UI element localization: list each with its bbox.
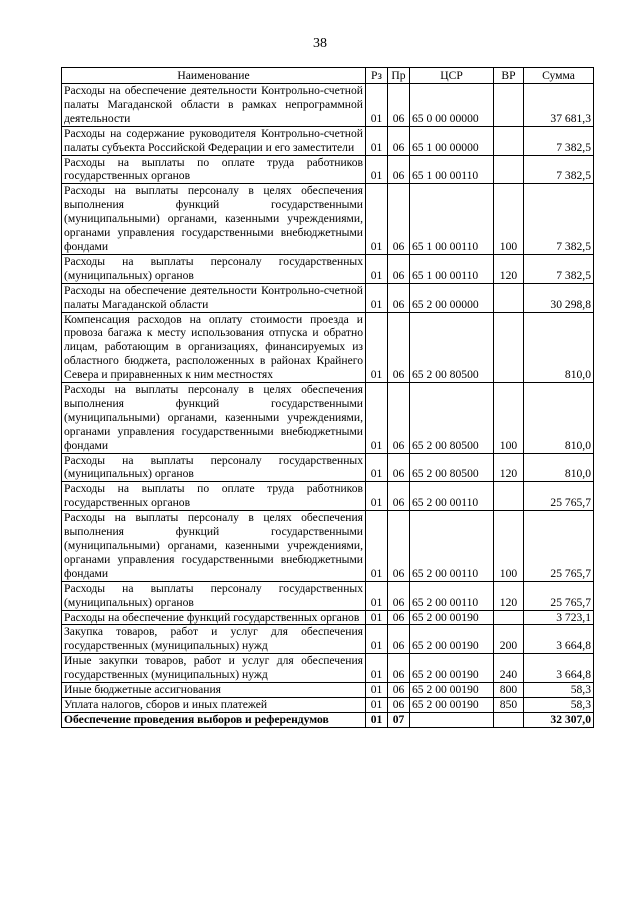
row-sum: 7 382,5 (524, 155, 594, 184)
row-vr (494, 482, 524, 511)
row-name: Расходы на обеспечение функций государственных органов (62, 610, 366, 625)
row-csr: 65 2 00 00190 (410, 610, 494, 625)
row-name: Расходы на выплаты по оплате труда работников государственных органов (62, 155, 366, 184)
row-rz: 01 (366, 126, 388, 155)
row-sum: 32 307,0 (524, 712, 594, 727)
row-rz: 01 (366, 581, 388, 610)
row-rz: 01 (366, 453, 388, 482)
row-vr (494, 610, 524, 625)
row-rz: 01 (366, 697, 388, 712)
row-name: Расходы на обеспечение деятельности Контрольно-счетной палаты Магаданской области (62, 283, 366, 312)
row-csr: 65 2 00 00190 (410, 654, 494, 683)
row-pr: 06 (388, 683, 410, 698)
row-vr: 800 (494, 683, 524, 698)
row-csr: 65 2 00 80500 (410, 312, 494, 383)
row-vr: 200 (494, 625, 524, 654)
row-pr: 06 (388, 254, 410, 283)
table-row (62, 84, 594, 127)
row-pr: 06 (388, 581, 410, 610)
row-pr: 06 (388, 383, 410, 454)
row-rz: 01 (366, 683, 388, 698)
header-rz: Рз (366, 68, 388, 84)
row-vr (494, 312, 524, 383)
table-row (62, 155, 594, 184)
row-vr: 120 (494, 453, 524, 482)
row-rz: 01 (366, 254, 388, 283)
table-row (62, 283, 594, 312)
row-pr: 06 (388, 697, 410, 712)
row-csr: 65 2 00 80500 (410, 453, 494, 482)
row-name: Иные закупки товаров, работ и услуг для обеспечения государственных (муниципальных) нужд (62, 654, 366, 683)
table-row (62, 610, 594, 625)
table-row (62, 254, 594, 283)
table-row (62, 697, 594, 712)
row-pr: 06 (388, 84, 410, 127)
row-csr: 65 2 00 80500 (410, 383, 494, 454)
row-csr: 65 2 00 00000 (410, 283, 494, 312)
row-sum: 25 765,7 (524, 482, 594, 511)
row-name: Расходы на выплаты персоналу в целях обеспечения выполнения функций государственными (муниципальными) органами, казенными учреждениями, органами управления государственными внебюджетными фондами (62, 184, 366, 255)
table-row (62, 482, 594, 511)
row-csr: 65 1 00 00110 (410, 254, 494, 283)
row-csr: 65 2 00 00190 (410, 625, 494, 654)
row-vr: 120 (494, 581, 524, 610)
row-vr (494, 84, 524, 127)
row-vr (494, 712, 524, 727)
row-pr: 06 (388, 453, 410, 482)
row-rz: 01 (366, 184, 388, 255)
row-pr: 07 (388, 712, 410, 727)
table-row (62, 312, 594, 383)
row-sum: 810,0 (524, 383, 594, 454)
table-row (62, 581, 594, 610)
row-name: Закупка товаров, работ и услуг для обеспечения государственных (муниципальных) нужд (62, 625, 366, 654)
row-vr (494, 283, 524, 312)
row-rz: 01 (366, 155, 388, 184)
header-vr: ВР (494, 68, 524, 84)
budget-table (61, 67, 594, 728)
table-row (62, 184, 594, 255)
row-vr: 850 (494, 697, 524, 712)
row-rz: 01 (366, 654, 388, 683)
row-pr: 06 (388, 610, 410, 625)
row-vr: 100 (494, 184, 524, 255)
row-sum: 30 298,8 (524, 283, 594, 312)
row-pr: 06 (388, 312, 410, 383)
row-name: Расходы на обеспечение деятельности Контрольно-счетной палаты Магаданской области в рамках непрограммной деятельности (62, 84, 366, 127)
row-name: Расходы на выплаты персоналу в целях обеспечения выполнения функций государственными (муниципальными) органами, казенными учреждениями, органами управления государственными внебюджетными фондами (62, 511, 366, 582)
row-pr: 06 (388, 283, 410, 312)
row-pr: 06 (388, 184, 410, 255)
row-sum: 25 765,7 (524, 581, 594, 610)
row-name: Расходы на выплаты по оплате труда работников государственных органов (62, 482, 366, 511)
row-sum: 58,3 (524, 683, 594, 698)
table-row (62, 511, 594, 582)
header-sum: Сумма (524, 68, 594, 84)
row-sum: 7 382,5 (524, 184, 594, 255)
row-sum: 58,3 (524, 697, 594, 712)
table-row (62, 625, 594, 654)
header-name: Наименование (62, 68, 366, 84)
row-vr (494, 155, 524, 184)
row-rz: 01 (366, 312, 388, 383)
row-name: Уплата налогов, сборов и иных платежей (62, 697, 366, 712)
row-sum: 3 664,8 (524, 625, 594, 654)
row-sum: 3 723,1 (524, 610, 594, 625)
table-row-total (62, 712, 594, 727)
row-rz: 01 (366, 383, 388, 454)
row-rz: 01 (366, 511, 388, 582)
page-number: 38 (313, 36, 327, 51)
table-row (62, 126, 594, 155)
row-name: Обеспечение проведения выборов и референдумов (62, 712, 366, 727)
table-row (62, 683, 594, 698)
row-vr (494, 126, 524, 155)
row-rz: 01 (366, 610, 388, 625)
row-name: Иные бюджетные ассигнования (62, 683, 366, 698)
row-sum: 7 382,5 (524, 254, 594, 283)
row-pr: 06 (388, 482, 410, 511)
table-row (62, 654, 594, 683)
row-pr: 06 (388, 625, 410, 654)
header-csr: ЦСР (410, 68, 494, 84)
row-pr: 06 (388, 654, 410, 683)
row-sum: 3 664,8 (524, 654, 594, 683)
row-csr (410, 712, 494, 727)
row-csr: 65 2 00 00110 (410, 511, 494, 582)
row-vr: 240 (494, 654, 524, 683)
row-csr: 65 2 00 00190 (410, 697, 494, 712)
row-pr: 06 (388, 155, 410, 184)
row-name: Расходы на содержание руководителя Контрольно-счетной палаты субъекта Российской Федерации и его заместители (62, 126, 366, 155)
row-rz: 01 (366, 482, 388, 511)
row-sum: 810,0 (524, 312, 594, 383)
row-name: Расходы на выплаты персоналу государственных (муниципальных) органов (62, 581, 366, 610)
row-csr: 65 2 00 00110 (410, 581, 494, 610)
row-sum: 7 382,5 (524, 126, 594, 155)
table-header-row (62, 68, 594, 84)
row-sum: 37 681,3 (524, 84, 594, 127)
row-vr: 120 (494, 254, 524, 283)
row-csr: 65 0 00 00000 (410, 84, 494, 127)
row-name: Расходы на выплаты персоналу государственных (муниципальных) органов (62, 254, 366, 283)
row-csr: 65 1 00 00110 (410, 184, 494, 255)
row-csr: 65 1 00 00110 (410, 155, 494, 184)
row-vr: 100 (494, 383, 524, 454)
row-rz: 01 (366, 625, 388, 654)
row-csr: 65 2 00 00110 (410, 482, 494, 511)
row-csr: 65 1 00 00000 (410, 126, 494, 155)
header-pr: Пр (388, 68, 410, 84)
row-sum: 25 765,7 (524, 511, 594, 582)
row-name: Расходы на выплаты персоналу государственных (муниципальных) органов (62, 453, 366, 482)
row-rz: 01 (366, 84, 388, 127)
row-pr: 06 (388, 126, 410, 155)
table-row (62, 383, 594, 454)
table-row (62, 453, 594, 482)
row-vr: 100 (494, 511, 524, 582)
row-name: Расходы на выплаты персоналу в целях обеспечения выполнения функций государственными (муниципальными) органами, казенными учреждениями, органами управления государственными внебюджетными фондами (62, 383, 366, 454)
row-csr: 65 2 00 00190 (410, 683, 494, 698)
row-sum: 810,0 (524, 453, 594, 482)
row-pr: 06 (388, 511, 410, 582)
row-rz: 01 (366, 283, 388, 312)
row-name: Компенсация расходов на оплату стоимости проезда и провоза багажа к месту использования отпуска и обратно лицам, работающим в организациях, финансируемых из областного бюджета, расположенных в районах Крайнего Севера и приравненных к ним местностях (62, 312, 366, 383)
row-rz: 01 (366, 712, 388, 727)
